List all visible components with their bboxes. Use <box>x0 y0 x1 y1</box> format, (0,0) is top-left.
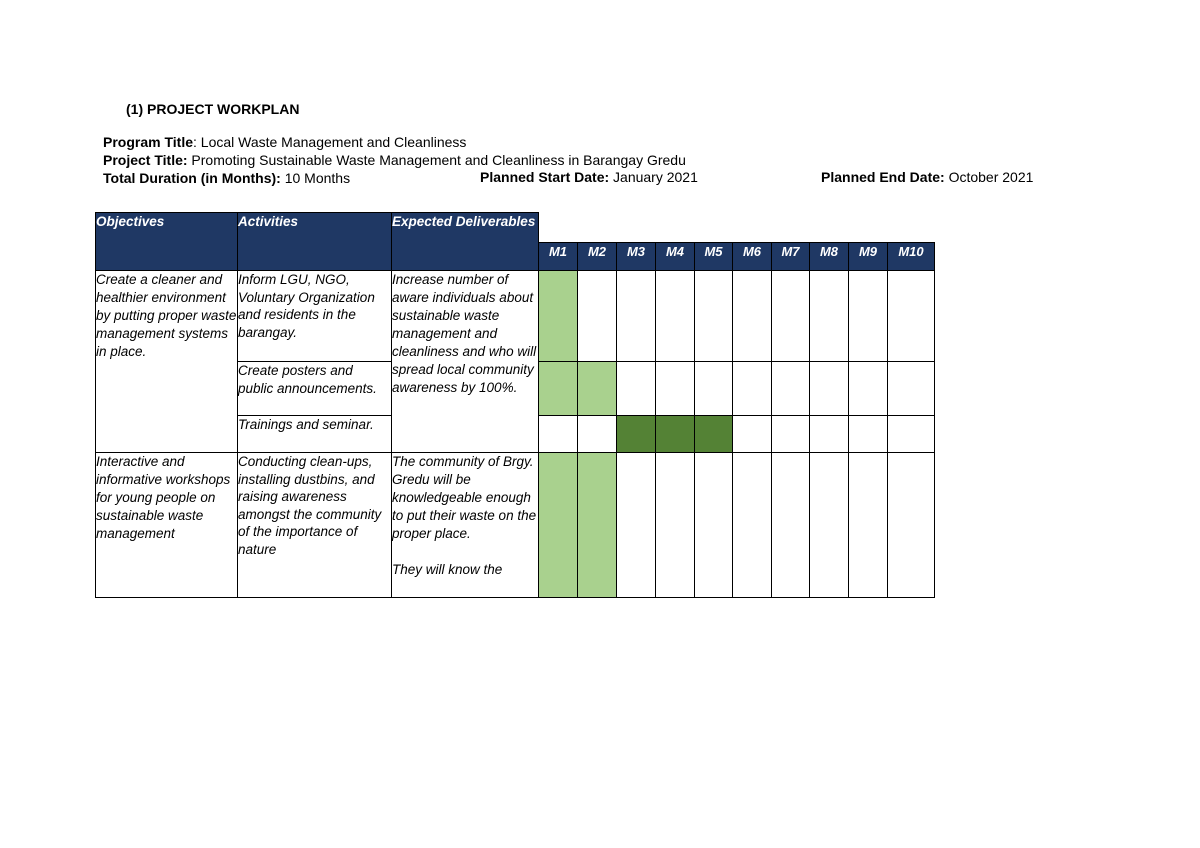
timeline-cell-m6 <box>733 453 772 598</box>
timeline-cell-m9 <box>849 453 888 598</box>
timeline-cell-m8 <box>810 416 849 453</box>
activity-cell: Trainings and seminar. <box>238 416 392 453</box>
deliverable-cell <box>392 453 539 598</box>
timeline-cell-m10 <box>888 453 935 598</box>
table-row <box>96 453 935 598</box>
timeline-cell-m7 <box>772 453 810 598</box>
timeline-cell-m1 <box>539 271 578 362</box>
month-header-m8: M8 <box>810 243 849 271</box>
timeline-cell-m3 <box>617 271 656 362</box>
month-header-m9: M9 <box>849 243 888 271</box>
month-header-m10: M10 <box>888 243 935 271</box>
deliverables-header: Expected Deliverables <box>392 213 539 271</box>
activities-header: Activities <box>238 213 392 271</box>
timeline-cell-m8 <box>810 453 849 598</box>
deliverable-paragraph: They will know the <box>392 562 503 577</box>
planned-start-value: January 2021 <box>609 169 698 185</box>
planned-start-line <box>480 169 698 185</box>
timeline-cell-m5 <box>695 271 733 362</box>
planned-end-label: Planned End Date: <box>821 169 945 185</box>
month-header-m4: M4 <box>656 243 695 271</box>
timeline-cell-m5 <box>695 453 733 598</box>
total-duration-label: Total Duration (in Months): <box>103 170 281 186</box>
month-header-m1: M1 <box>539 243 578 271</box>
project-title-line <box>103 151 686 169</box>
objectives-header: Objectives <box>96 213 238 271</box>
timeline-cell-m10 <box>888 416 935 453</box>
timeline-cell-m9 <box>849 271 888 362</box>
timeline-cell-m6 <box>733 271 772 362</box>
activity-cell: Create posters and public announcements. <box>238 362 392 416</box>
table-row <box>96 271 935 362</box>
project-title-label: Project Title: <box>103 152 188 168</box>
timeline-cell-m4 <box>656 453 695 598</box>
timeline-cell-m3 <box>617 416 656 453</box>
timeline-cell-m2 <box>578 362 617 416</box>
planned-end-line <box>821 169 1033 185</box>
timeline-cell-m9 <box>849 416 888 453</box>
timeline-cell-m6 <box>733 416 772 453</box>
month-header-m5: M5 <box>695 243 733 271</box>
timeline-cell-m8 <box>810 271 849 362</box>
timeline-cell-m5 <box>695 416 733 453</box>
objective-cell: Create a cleaner and healthier environment by putting proper waste management systems in place. <box>96 271 238 453</box>
timeline-cell-m7 <box>772 362 810 416</box>
month-header-m6: M6 <box>733 243 772 271</box>
timeline-cell-m3 <box>617 453 656 598</box>
month-header-m3: M3 <box>617 243 656 271</box>
timeline-cell-m4 <box>656 362 695 416</box>
planned-end-value: October 2021 <box>944 169 1034 185</box>
document-heading: (1) PROJECT WORKPLAN <box>126 101 300 117</box>
planned-start-label: Planned Start Date: <box>480 169 610 185</box>
objective-cell: Interactive and informative workshops for young people on sustainable waste management <box>96 453 238 598</box>
header-spacer <box>539 213 935 243</box>
total-duration-line <box>103 169 350 187</box>
project-title-value: Promoting Sustainable Waste Management and Cleanliness in Barangay Gredu <box>187 152 686 168</box>
timeline-cell-m1 <box>539 453 578 598</box>
month-header-m2: M2 <box>578 243 617 271</box>
timeline-cell-m1 <box>539 362 578 416</box>
timeline-cell-m1 <box>539 416 578 453</box>
timeline-cell-m10 <box>888 271 935 362</box>
timeline-cell-m10 <box>888 362 935 416</box>
total-duration-value: 10 Months <box>280 170 351 186</box>
timeline-cell-m3 <box>617 362 656 416</box>
timeline-cell-m6 <box>733 362 772 416</box>
timeline-cell-m5 <box>695 362 733 416</box>
program-title-line <box>103 133 466 151</box>
program-title-value: : Local Waste Management and Cleanliness <box>193 134 467 150</box>
timeline-cell-m9 <box>849 362 888 416</box>
timeline-cell-m2 <box>578 416 617 453</box>
activity-cell: Inform LGU, NGO, Voluntary Organization and residents in the barangay. <box>238 271 392 362</box>
timeline-cell-m2 <box>578 453 617 598</box>
timeline-cell-m7 <box>772 416 810 453</box>
timeline-cell-m2 <box>578 271 617 362</box>
timeline-cell-m8 <box>810 362 849 416</box>
deliverable-paragraph: The community of Brgy. Gredu will be knowledgeable enough to put their waste on the proper place. <box>392 454 537 541</box>
timeline-cell-m7 <box>772 271 810 362</box>
month-header-m7: M7 <box>772 243 810 271</box>
program-title-label: Program Title <box>103 134 193 150</box>
deliverable-cell: Increase number of aware individuals about sustainable waste management and cleanliness and who will spread local community awareness by 100%. <box>392 271 539 453</box>
activity-cell: Conducting clean-ups, installing dustbins, and raising awareness amongst the community of the importance of nature <box>238 453 392 598</box>
timeline-cell-m4 <box>656 416 695 453</box>
timeline-cell-m4 <box>656 271 695 362</box>
workplan-table <box>95 212 935 598</box>
